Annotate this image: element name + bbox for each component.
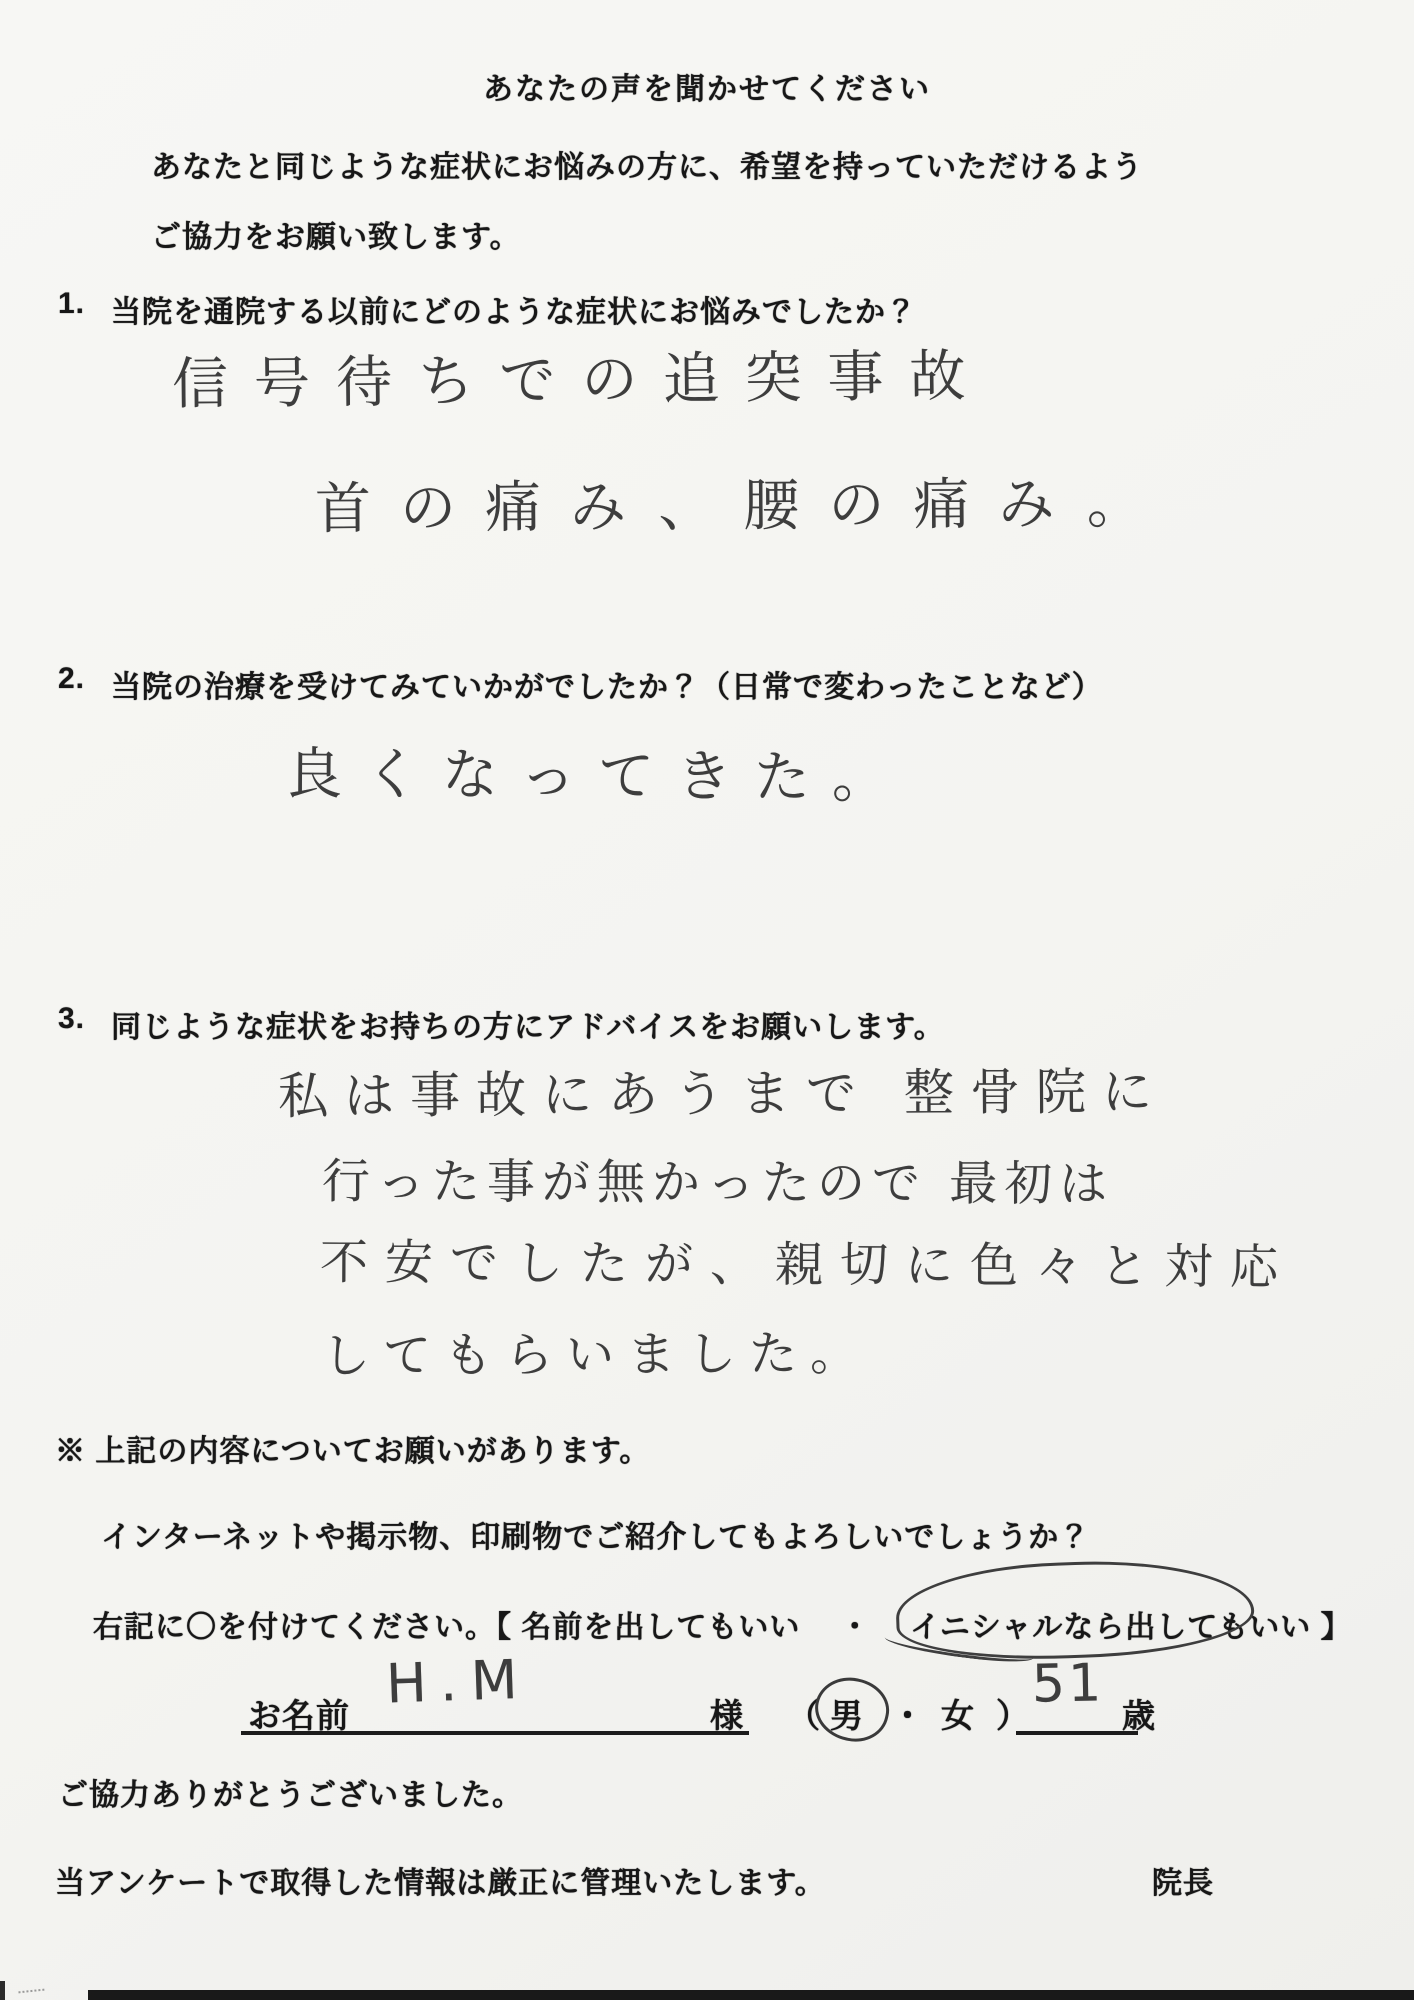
scan-edge-nub-artifact [0, 1981, 5, 2000]
gender-option-separator: ・ [891, 1697, 925, 1734]
name-handwritten-value: H.M [384, 1647, 533, 1716]
question-1-number: 1. [58, 287, 86, 320]
answer-1-line-2: 首の痛み、腰の痛み。 [314, 471, 1172, 542]
scan-speck-artifact [18, 1981, 45, 1994]
question-3-text: 同じような症状をお持ちの方にアドバイスをお願いします。 [111, 1011, 945, 1044]
question-3-number: 3. [58, 1002, 86, 1035]
question-2-number: 2. [58, 662, 86, 695]
consent-option-separator: ・ [839, 1611, 871, 1644]
question-2-text: 当院の治療を受けてみていかがでしたか？（日常で変わったことなど） [111, 671, 1103, 704]
name-field-label: お名前 [248, 1697, 350, 1734]
request-note: ※ 上記の内容についてお願いがあります。 [55, 1435, 651, 1468]
age-underline [1016, 1731, 1138, 1735]
gender-paren-open: （ [787, 1697, 821, 1734]
document-title: あなたの声を聞かせてください [483, 73, 931, 106]
consent-option-initial: イニシャルなら出してもいい [910, 1611, 1312, 1644]
gender-option-female: 女 [941, 1697, 975, 1734]
answer-3-line-1: 私は事故にあうまで 整骨院に [277, 1062, 1169, 1126]
answer-3-line-4: してもらいました。 [321, 1325, 872, 1385]
director-signature: 院長 [1152, 1867, 1214, 1900]
intro-line-2: ご協力をお願い致します。 [151, 221, 521, 254]
name-honorific: 様 [710, 1697, 744, 1734]
gender-paren-close: ） [996, 1697, 1030, 1734]
consent-instruction-prefix: 右記に〇を付けてください。【 [93, 1611, 512, 1644]
question-3 [58, 1002, 945, 1046]
intro-line-1: あなたと同じような症状にお悩みの方に、希望を持っていただけるよう [151, 151, 1143, 184]
consent-option-name: 名前を出してもいい [521, 1611, 801, 1644]
question-1-text: 当院を通院する以前にどのような症状にお悩みでしたか？ [111, 296, 918, 329]
answer-3-line-2: 行った事が無かったので 最初は [321, 1153, 1115, 1213]
answer-1-line-1: 信号待ちでの追突事故 [171, 343, 992, 418]
publication-consent-question: インターネットや掲示物、印刷物でご紹介してもよろしいでしょうか？ [101, 1521, 1091, 1554]
answer-2-line-1: 良くなってきた。 [285, 741, 911, 812]
privacy-line: 当アンケートで取得した情報は厳正に管理いたします。 [55, 1867, 826, 1900]
consent-instruction-suffix: 】 [1320, 1611, 1352, 1644]
age-suffix-label: 歳 [1122, 1697, 1156, 1734]
scan-edge-artifact [88, 1990, 1414, 2000]
answer-3-line-3: 不安でしたが、親切に色々と対応 [319, 1234, 1296, 1296]
question-1 [58, 287, 917, 331]
gender-option-male: 男 [830, 1697, 864, 1734]
circled-male-annotation [809, 1671, 894, 1748]
question-2 [58, 662, 1103, 706]
thanks-line: ご協力ありがとうございました。 [58, 1779, 523, 1812]
age-handwritten-value: 51 [1031, 1653, 1105, 1715]
name-underline [241, 1731, 749, 1735]
